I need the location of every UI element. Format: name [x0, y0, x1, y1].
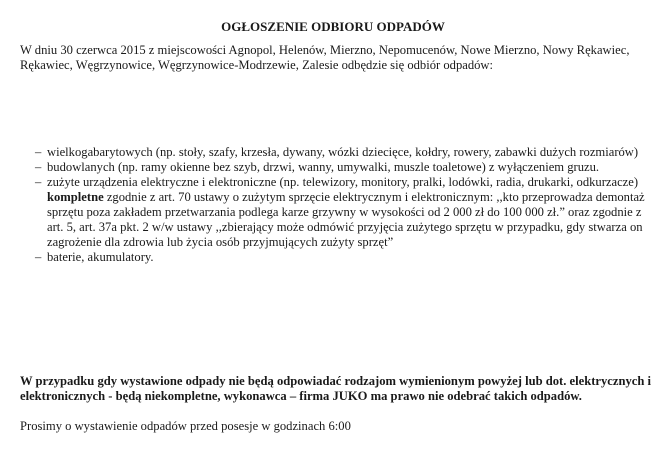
dash-bullet: – — [35, 250, 42, 264]
list-item-text-after: zgodnie z art. 70 ustawy o zużytym sprzęcie elektrycznym i elektronicznym: ,,kto przeprowadza demontaż sprzętu poza zakładem przetwarzania podlega karze grzywny w wysokości od 2 000 zł do 100 000 zł.” oraz zgodnie z art. 5, art. 37a pkt. 2 w/w ustawy ,,zbierający może odmówić przyjęcia zużytego sprzętu w przypadku, gdy stwarza on zagrożenie dla zdrowia lub życia osób przyjmujących zużyty sprzęt” — [47, 190, 645, 249]
closing-line: Prosimy o wystawienie odpadów przed posesje w godzinach 6:00 — [20, 419, 351, 433]
intro-paragraph: W dniu 30 czerwca 2015 z miejscowości Agnopol, Helenów, Mierzno, Nepomucenów, Nowe Mierzno, Nowy Rękawiec, Rękawiec, Węgrzynowice, Węgrzynowice-Modrzewie, Zalesie odbędzie się odbiór odpadów: — [20, 43, 630, 72]
dash-bullet: – — [35, 160, 42, 174]
notice-paragraph: W przypadku gdy wystawione odpady nie będą odpowiadać rodzajom wymienionym powyżej lub dot. elektrycznych i elektronicznych - będą niekompletne, wykonawca – firma JUKO ma prawo nie odebrać takich odpadów. — [20, 374, 652, 403]
dash-bullet: – — [35, 145, 42, 159]
list-item-text-before: zużyte urządzenia elektryczne i elektroniczne (np. telewizory, monitory, pralki, lodówki, radia, drukarki, odkurzacze) — [47, 175, 639, 189]
list-item-construction — [0, 160, 666, 175]
list-item-text: wielkogabarytowych (np. stoły, szafy, krzesła, dywany, wózki dziecięce, kołdry, rowery, zabawki dużych rozmiarów) — [47, 145, 639, 159]
document-title: OGŁOSZENIE ODBIORU ODPADÓW — [221, 19, 445, 34]
list-item-bulky — [0, 145, 666, 160]
dash-bullet: – — [35, 175, 42, 189]
list-item-electronics — [0, 175, 666, 250]
list-item-batteries — [0, 250, 666, 265]
waste-type-list — [0, 145, 666, 265]
list-item-text: budowlanych (np. ramy okienne bez szyb, drzwi, wanny, umywalki, muszle toaletowe) z wyłączeniem gruzu. — [47, 160, 600, 174]
list-item-bold-keyword: kompletne — [47, 190, 104, 204]
list-item-text: baterie, akumulatory. — [47, 250, 154, 264]
